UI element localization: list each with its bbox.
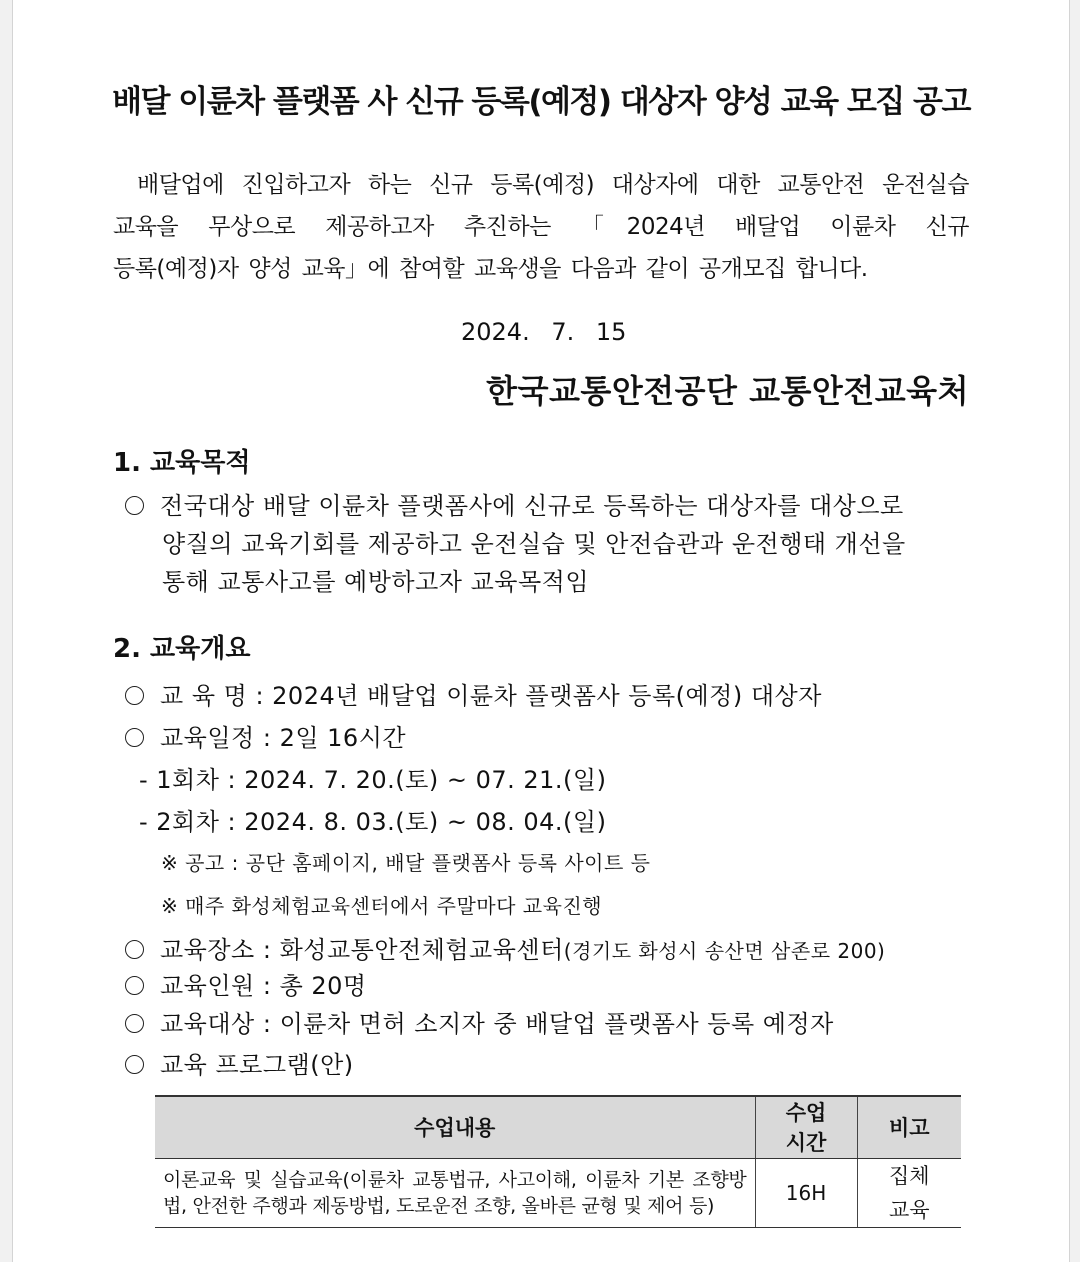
target-text: 교육대상 : 이륜차 면허 소지자 중 배달업 플랫폼사 등록 예정자 [160, 1010, 834, 1038]
intro-line-1: 배달업에 진입하고자 하는 신규 등록(예정) 대상자에 대한 교통안전 운전실습 [137, 172, 969, 198]
circle-bullet-icon [125, 1014, 144, 1033]
announcement-date: 2024. 7. 15 [461, 318, 627, 346]
header-remark: 비고 [857, 1096, 961, 1159]
circle-bullet-icon [125, 686, 144, 705]
circle-bullet-icon [125, 976, 144, 995]
header-hours-line-2: 시간 [785, 1130, 827, 1155]
overview-program-item [125, 1045, 354, 1080]
note-announcement: ※ 공고 : 공단 홈페이지, 배달 플랫폼사 등록 사이트 등 [161, 851, 651, 875]
circle-bullet-icon [125, 496, 144, 515]
circle-bullet-icon [125, 728, 144, 747]
purpose-line-3: 통해 교통사고를 예방하고자 교육목적임 [162, 568, 590, 596]
overview-people-item [125, 966, 367, 1001]
session-2: - 2회차 : 2024. 8. 03.(토) ~ 08. 04.(일) [139, 808, 607, 836]
row-remark [857, 1159, 961, 1228]
place-label: 교육장소 : 화성교통안전체험교육센터 [160, 936, 564, 964]
note-weekly: ※ 매주 화성체험교육센터에서 주말마다 교육진행 [161, 894, 603, 918]
place-detail: (경기도 화성시 송산면 삼존로 200) [563, 939, 886, 963]
overview-place-item [125, 930, 885, 965]
overview-name-item [125, 676, 822, 711]
overview-target-item [125, 1004, 834, 1039]
document-title: 배달 이륜차 플랫폼 사 신규 등록(예정) 대상자 양성 교육 모집 공고 [112, 84, 970, 120]
program-text: 교육 프로그램(안) [160, 1051, 354, 1079]
overview-schedule-item [125, 718, 406, 753]
overview-schedule-text: 교육일정 : 2일 16시간 [160, 724, 407, 752]
header-hours [755, 1096, 857, 1159]
intro-line-2: 교육을 무상으로 제공하고자 추진하는 「2024년 배달업 이륜차 신규 [113, 214, 969, 240]
row-remark-line-1: 집체 [888, 1164, 930, 1188]
program-table [155, 1095, 961, 1228]
intro-line-3: 등록(예정)자 양성 교육」에 참여할 교육생을 다음과 같이 공개모집 합니다. [113, 256, 868, 282]
row-content: 이론교육 및 실습교육(이륜차 교통법규, 사고이해, 이륜차 기본 조향방법, 안전한 주행과 제동방법, 도로운전 조향, 올바른 균형 및 제어 등) [155, 1159, 755, 1228]
people-text: 교육인원 : 총 20명 [160, 972, 367, 1000]
circle-bullet-icon [125, 1055, 144, 1074]
table-row [155, 1159, 961, 1228]
table-header-row [155, 1096, 961, 1159]
header-hours-line-1: 수업 [785, 1100, 827, 1125]
row-remark-line-2: 교육 [888, 1198, 930, 1222]
header-content: 수업내용 [155, 1096, 755, 1159]
overview-name-text: 교 육 명 : 2024년 배달업 이륜차 플랫폼사 등록(예정) 대상자 [160, 682, 822, 710]
document-page [12, 0, 1070, 1262]
row-hours: 16H [755, 1159, 857, 1228]
organization-name: 한국교통안전공단 교통안전교육처 [486, 372, 969, 410]
purpose-line-2: 양질의 교육기회를 제공하고 운전실습 및 안전습관과 운전행태 개선을 [162, 530, 906, 558]
purpose-line-1: 전국대상 배달 이륜차 플랫폼사에 신규로 등록하는 대상자를 대상으로 [160, 492, 904, 520]
purpose-item [125, 486, 904, 521]
section-2-heading: 2. 교육개요 [113, 634, 251, 664]
section-1-heading: 1. 교육목적 [113, 448, 251, 478]
session-1: - 1회차 : 2024. 7. 20.(토) ~ 07. 21.(일) [139, 766, 607, 794]
circle-bullet-icon [125, 940, 144, 959]
